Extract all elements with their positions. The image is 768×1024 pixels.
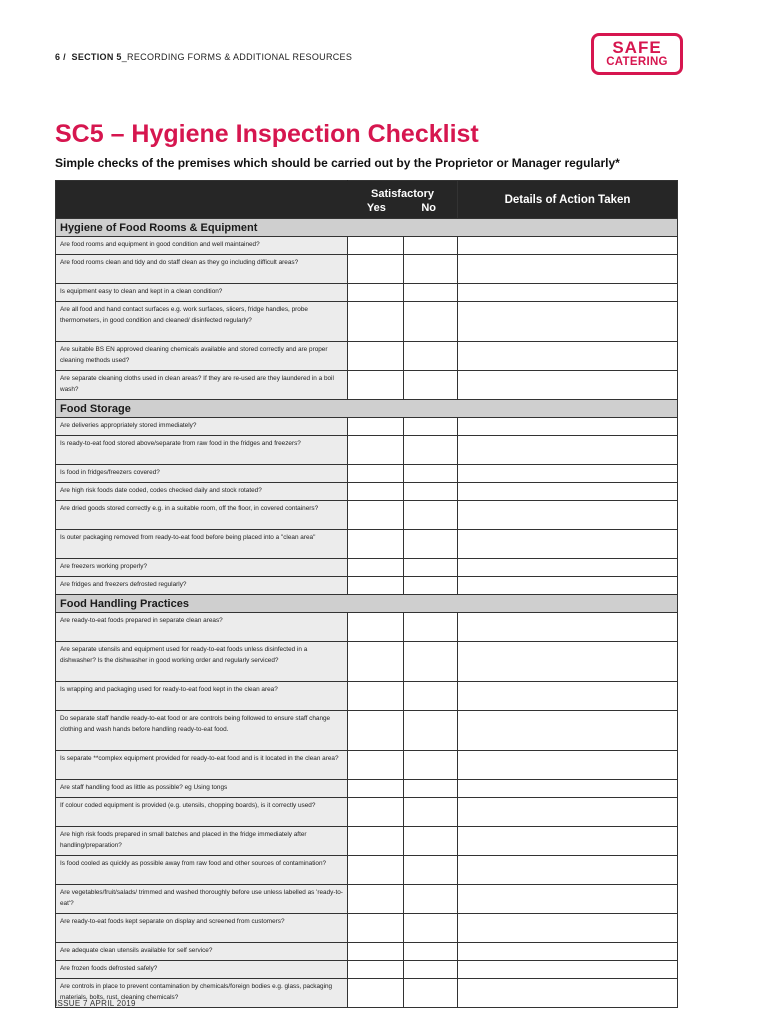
checklist-question: Do separate staff handle ready-to-eat food or are controls being followed to ensure staff change clothing and wash hands before handling ready-to-eat food. (56, 711, 348, 751)
section-header-row (56, 595, 678, 613)
yes-cell[interactable] (348, 577, 404, 595)
no-label: No (421, 201, 436, 214)
page-header (55, 52, 352, 62)
no-cell[interactable] (404, 780, 458, 798)
checklist-question: Are controls in place to prevent contamination by chemicals/foreign bodies e.g. glass, packaging materials, bolts, rust, cleaning chemicals? (56, 979, 348, 1008)
checklist-row (56, 577, 678, 595)
action-details-cell[interactable] (458, 577, 678, 595)
action-details-cell[interactable] (458, 613, 678, 642)
checklist-question: Are separate cleaning cloths used in clean areas? If they are re-used are they laundered in a boil wash? (56, 371, 348, 400)
checklist-question: Are vegetables/fruit/salads/ trimmed and washed thoroughly before use unless labelled as 'ready-to-eat'? (56, 885, 348, 914)
page-number: 6 / (55, 52, 66, 62)
no-cell[interactable] (404, 371, 458, 400)
satisfactory-column-header (348, 181, 458, 219)
safe-catering-logo (591, 33, 683, 75)
no-cell[interactable] (404, 302, 458, 342)
action-column-header: Details of Action Taken (458, 181, 678, 219)
section-title: _RECORDING FORMS & ADDITIONAL RESOURCES (121, 52, 353, 62)
action-details-cell[interactable] (458, 682, 678, 711)
action-details-cell[interactable] (458, 751, 678, 780)
checklist-question: Is separate **complex equipment provided for ready-to-eat food and is it located in the clean area? (56, 751, 348, 780)
checklist-row (56, 943, 678, 961)
checklist-question: Is equipment easy to clean and kept in a clean condition? (56, 284, 348, 302)
action-details-cell[interactable] (458, 885, 678, 914)
yes-cell[interactable] (348, 371, 404, 400)
page-title: SC5 – Hygiene Inspection Checklist (55, 120, 479, 148)
no-cell[interactable] (404, 342, 458, 371)
checklist-question: Are deliveries appropriately stored immediately? (56, 418, 348, 436)
checklist-row (56, 780, 678, 798)
section-title: Food Storage (56, 400, 678, 418)
checklist-question: Are high risk foods prepared in small batches and placed in the fridge immediately after handling/preparation? (56, 827, 348, 856)
checklist-question: Are adequate clean utensils available for self service? (56, 943, 348, 961)
section-label: SECTION 5 (71, 52, 122, 62)
yes-cell[interactable] (348, 711, 404, 751)
action-details-cell[interactable] (458, 798, 678, 827)
no-cell[interactable] (404, 682, 458, 711)
yes-cell[interactable] (348, 284, 404, 302)
checklist-question: Is food in fridges/freezers covered? (56, 465, 348, 483)
page-subtitle: Simple checks of the premises which should be carried out by the Proprietor or Manager regularly* (55, 156, 620, 170)
action-details-cell[interactable] (458, 914, 678, 943)
no-cell[interactable] (404, 418, 458, 436)
no-cell[interactable] (404, 237, 458, 255)
no-cell[interactable] (404, 711, 458, 751)
checklist-question: Is outer packaging removed from ready-to-eat food before being placed into a "clean area" (56, 530, 348, 559)
checklist-row (56, 613, 678, 642)
checklist-question: Is wrapping and packaging used for ready-to-eat food kept in the clean area? (56, 682, 348, 711)
checklist-question: If colour coded equipment is provided (e.g. utensils, chopping boards), is it correctly used? (56, 798, 348, 827)
yes-cell[interactable] (348, 856, 404, 885)
checklist-row (56, 682, 678, 711)
yes-cell[interactable] (348, 436, 404, 465)
checklist-row (56, 483, 678, 501)
checklist-row (56, 961, 678, 979)
checklist-row (56, 302, 678, 342)
section-header-row (56, 400, 678, 418)
no-cell[interactable] (404, 856, 458, 885)
no-cell[interactable] (404, 436, 458, 465)
no-cell[interactable] (404, 284, 458, 302)
yes-cell[interactable] (348, 827, 404, 856)
action-details-cell[interactable] (458, 237, 678, 255)
checklist-question: Is food cooled as quickly as possible away from raw food and other sources of contamination? (56, 856, 348, 885)
logo-line1: SAFE (612, 38, 662, 57)
action-details-cell[interactable] (458, 465, 678, 483)
action-details-cell[interactable] (458, 711, 678, 751)
question-column-header (56, 181, 348, 219)
no-cell[interactable] (404, 827, 458, 856)
no-cell[interactable] (404, 961, 458, 979)
action-details-cell[interactable] (458, 255, 678, 284)
checklist-row (56, 501, 678, 530)
no-cell[interactable] (404, 798, 458, 827)
action-details-cell[interactable] (458, 302, 678, 342)
checklist-row (56, 751, 678, 780)
no-cell[interactable] (404, 885, 458, 914)
action-details-cell[interactable] (458, 342, 678, 371)
checklist-question: Are food rooms clean and tidy and do staff clean as they go including difficult areas? (56, 255, 348, 284)
action-details-cell[interactable] (458, 530, 678, 559)
no-cell[interactable] (404, 255, 458, 284)
yes-cell[interactable] (348, 559, 404, 577)
yes-cell[interactable] (348, 465, 404, 483)
action-details-cell[interactable] (458, 418, 678, 436)
table-header-row (56, 181, 678, 219)
yes-cell[interactable] (348, 642, 404, 682)
yes-cell[interactable] (348, 780, 404, 798)
yes-cell[interactable] (348, 342, 404, 371)
yes-cell[interactable] (348, 885, 404, 914)
yes-cell[interactable] (348, 751, 404, 780)
yes-cell[interactable] (348, 613, 404, 642)
checklist-row (56, 371, 678, 400)
section-header-row (56, 219, 678, 237)
no-cell[interactable] (404, 613, 458, 642)
checklist-row (56, 436, 678, 465)
action-details-cell[interactable] (458, 436, 678, 465)
action-details-cell[interactable] (458, 943, 678, 961)
checklist-question: Are fridges and freezers defrosted regularly? (56, 577, 348, 595)
checklist-row (56, 255, 678, 284)
inspection-checklist-table (55, 180, 678, 1008)
checklist-question: Are suitable BS EN approved cleaning chemicals available and stored correctly and are proper cleaning methods used? (56, 342, 348, 371)
issue-footer: ISSUE 7 APRIL 2019 (55, 999, 136, 1008)
checklist-row (56, 979, 678, 1008)
no-cell[interactable] (404, 483, 458, 501)
action-details-cell[interactable] (458, 559, 678, 577)
no-cell[interactable] (404, 914, 458, 943)
checklist-question: Are separate utensils and equipment used for ready-to-eat foods unless disinfected in a dishwasher? Is the dishwasher in good working order and regularly serviced? (56, 642, 348, 682)
yes-cell[interactable] (348, 943, 404, 961)
checklist-question: Are staff handling food as little as possible? eg Using tongs (56, 780, 348, 798)
action-details-cell[interactable] (458, 284, 678, 302)
checklist-row (56, 559, 678, 577)
action-details-cell[interactable] (458, 856, 678, 885)
section-title: Food Handling Practices (56, 595, 678, 613)
yes-cell[interactable] (348, 530, 404, 559)
checklist-question: Are ready-to-eat foods prepared in separate clean areas? (56, 613, 348, 642)
action-details-cell[interactable] (458, 501, 678, 530)
no-cell[interactable] (404, 501, 458, 530)
checklist-row (56, 798, 678, 827)
checklist-question: Are dried goods stored correctly e.g. in a suitable room, off the floor, in covered containers? (56, 501, 348, 530)
checklist-row (56, 914, 678, 943)
checklist-question: Is ready-to-eat food stored above/separate from raw food in the fridges and freezers? (56, 436, 348, 465)
checklist-row (56, 237, 678, 255)
yes-cell[interactable] (348, 483, 404, 501)
checklist-question: Are all food and hand contact surfaces e.g. work surfaces, slicers, fridge handles, probe thermometers, in good condition and cleaned/ disinfected regularly? (56, 302, 348, 342)
no-cell[interactable] (404, 751, 458, 780)
yes-cell[interactable] (348, 979, 404, 1008)
yes-cell[interactable] (348, 418, 404, 436)
checklist-body (56, 219, 678, 1008)
checklist-question: Are food rooms and equipment in good condition and well maintained? (56, 237, 348, 255)
yes-cell[interactable] (348, 798, 404, 827)
no-cell[interactable] (404, 979, 458, 1008)
no-cell[interactable] (404, 559, 458, 577)
no-cell[interactable] (404, 943, 458, 961)
checklist-row (56, 284, 678, 302)
checklist-question: Are freezers working properly? (56, 559, 348, 577)
yes-cell[interactable] (348, 237, 404, 255)
checklist-row (56, 885, 678, 914)
yes-cell[interactable] (348, 914, 404, 943)
no-cell[interactable] (404, 465, 458, 483)
checklist-row (56, 856, 678, 885)
checklist-row (56, 827, 678, 856)
yes-cell[interactable] (348, 501, 404, 530)
satisfactory-label: Satisfactory (371, 187, 434, 200)
checklist-question: Are high risk foods date coded, codes checked daily and stock rotated? (56, 483, 348, 501)
checklist-row (56, 418, 678, 436)
action-details-cell[interactable] (458, 371, 678, 400)
logo-line2: CATERING (606, 56, 668, 68)
checklist-row (56, 530, 678, 559)
yes-label: Yes (366, 201, 386, 214)
section-title: Hygiene of Food Rooms & Equipment (56, 219, 678, 237)
checklist-row (56, 642, 678, 682)
checklist-row (56, 465, 678, 483)
yes-cell[interactable] (348, 255, 404, 284)
no-cell[interactable] (404, 642, 458, 682)
action-details-cell[interactable] (458, 642, 678, 682)
checklist-row (56, 711, 678, 751)
no-cell[interactable] (404, 530, 458, 559)
yes-cell[interactable] (348, 961, 404, 979)
yes-cell[interactable] (348, 682, 404, 711)
checklist-question: Are ready-to-eat foods kept separate on display and screened from customers? (56, 914, 348, 943)
checklist-row (56, 342, 678, 371)
action-details-cell[interactable] (458, 961, 678, 979)
action-details-cell[interactable] (458, 483, 678, 501)
action-details-cell[interactable] (458, 827, 678, 856)
action-details-cell[interactable] (458, 780, 678, 798)
no-cell[interactable] (404, 577, 458, 595)
action-details-cell[interactable] (458, 979, 678, 1008)
yes-cell[interactable] (348, 302, 404, 342)
checklist-question: Are frozen foods defrosted safely? (56, 961, 348, 979)
